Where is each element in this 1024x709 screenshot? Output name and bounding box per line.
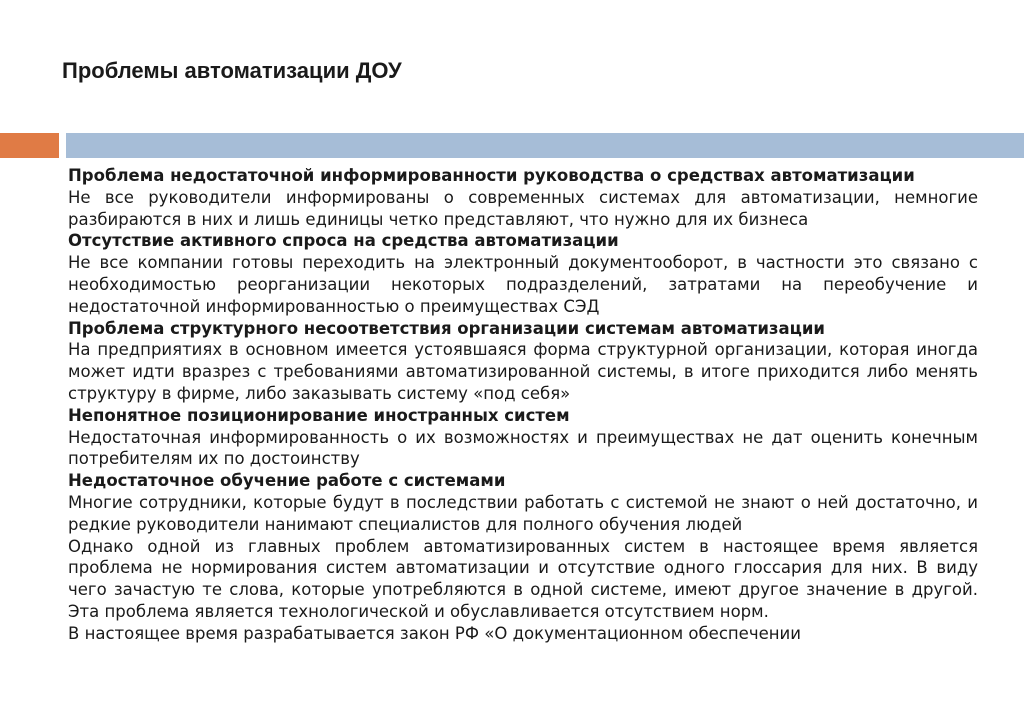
section-text: На предприятиях в основном имеется устоявшаяся форма структурной организации, которая иногда может идти вразрез с требованиями автоматизированной системы, в итоге приходится либо менять структуру в фирме, либо заказывать систему «под себя» xyxy=(68,340,978,403)
closing-paragraph: В настоящее время разрабатывается закон РФ «О документационном обеспечении xyxy=(68,623,801,643)
section-text: Недостаточная информированность о их возможностях и преимуществах не дат оценить конечным потребителям их по достоинству xyxy=(68,427,978,469)
closing-paragraph: Однако одной из главных проблем автоматизированных систем в настоящее время является проблема не нормирования систем автоматизации и отсутствие одного глоссария для них. В виду чего зачастую те слова, которые употребляются в одной системе, имеют другое значение в другой. Эта проблема является технологической и обуславливается отсутствием норм. xyxy=(68,536,978,621)
slide-title: Проблемы автоматизации ДОУ xyxy=(62,58,402,83)
blue-header-bar xyxy=(66,133,1024,158)
section-heading: Непонятное позиционирование иностранных систем xyxy=(68,405,570,425)
section-heading: Отсутствие активного спроса на средства автоматизации xyxy=(68,231,619,251)
section-text: Не все компании готовы переходить на электронный документооборот, в частности это связано с необходимостью реорганизации некоторых подразделений, затратами на переобучение и недостаточной информированностью о преимуществах СЭД xyxy=(68,253,978,316)
section-text: Многие сотрудники, которые будут в последствии работать с системой не знают о ней достаточно, и редкие руководители нанимают специалистов для полного обучения людей xyxy=(68,492,978,534)
section-heading: Проблема структурного несоответствия организации системам автоматизации xyxy=(68,318,825,338)
section-heading: Недостаточное обучение работе с системами xyxy=(68,471,506,491)
section-text: Не все руководители информированы о современных системах для автоматизации, немногие разбираются в них и лишь единицы четко представляют, что нужно для их бизнеса xyxy=(68,187,978,229)
orange-accent-bar xyxy=(0,133,59,158)
section-heading: Проблема недостаточной информированности руководства о средствах автоматизации xyxy=(68,166,915,185)
slide-body xyxy=(68,165,978,645)
